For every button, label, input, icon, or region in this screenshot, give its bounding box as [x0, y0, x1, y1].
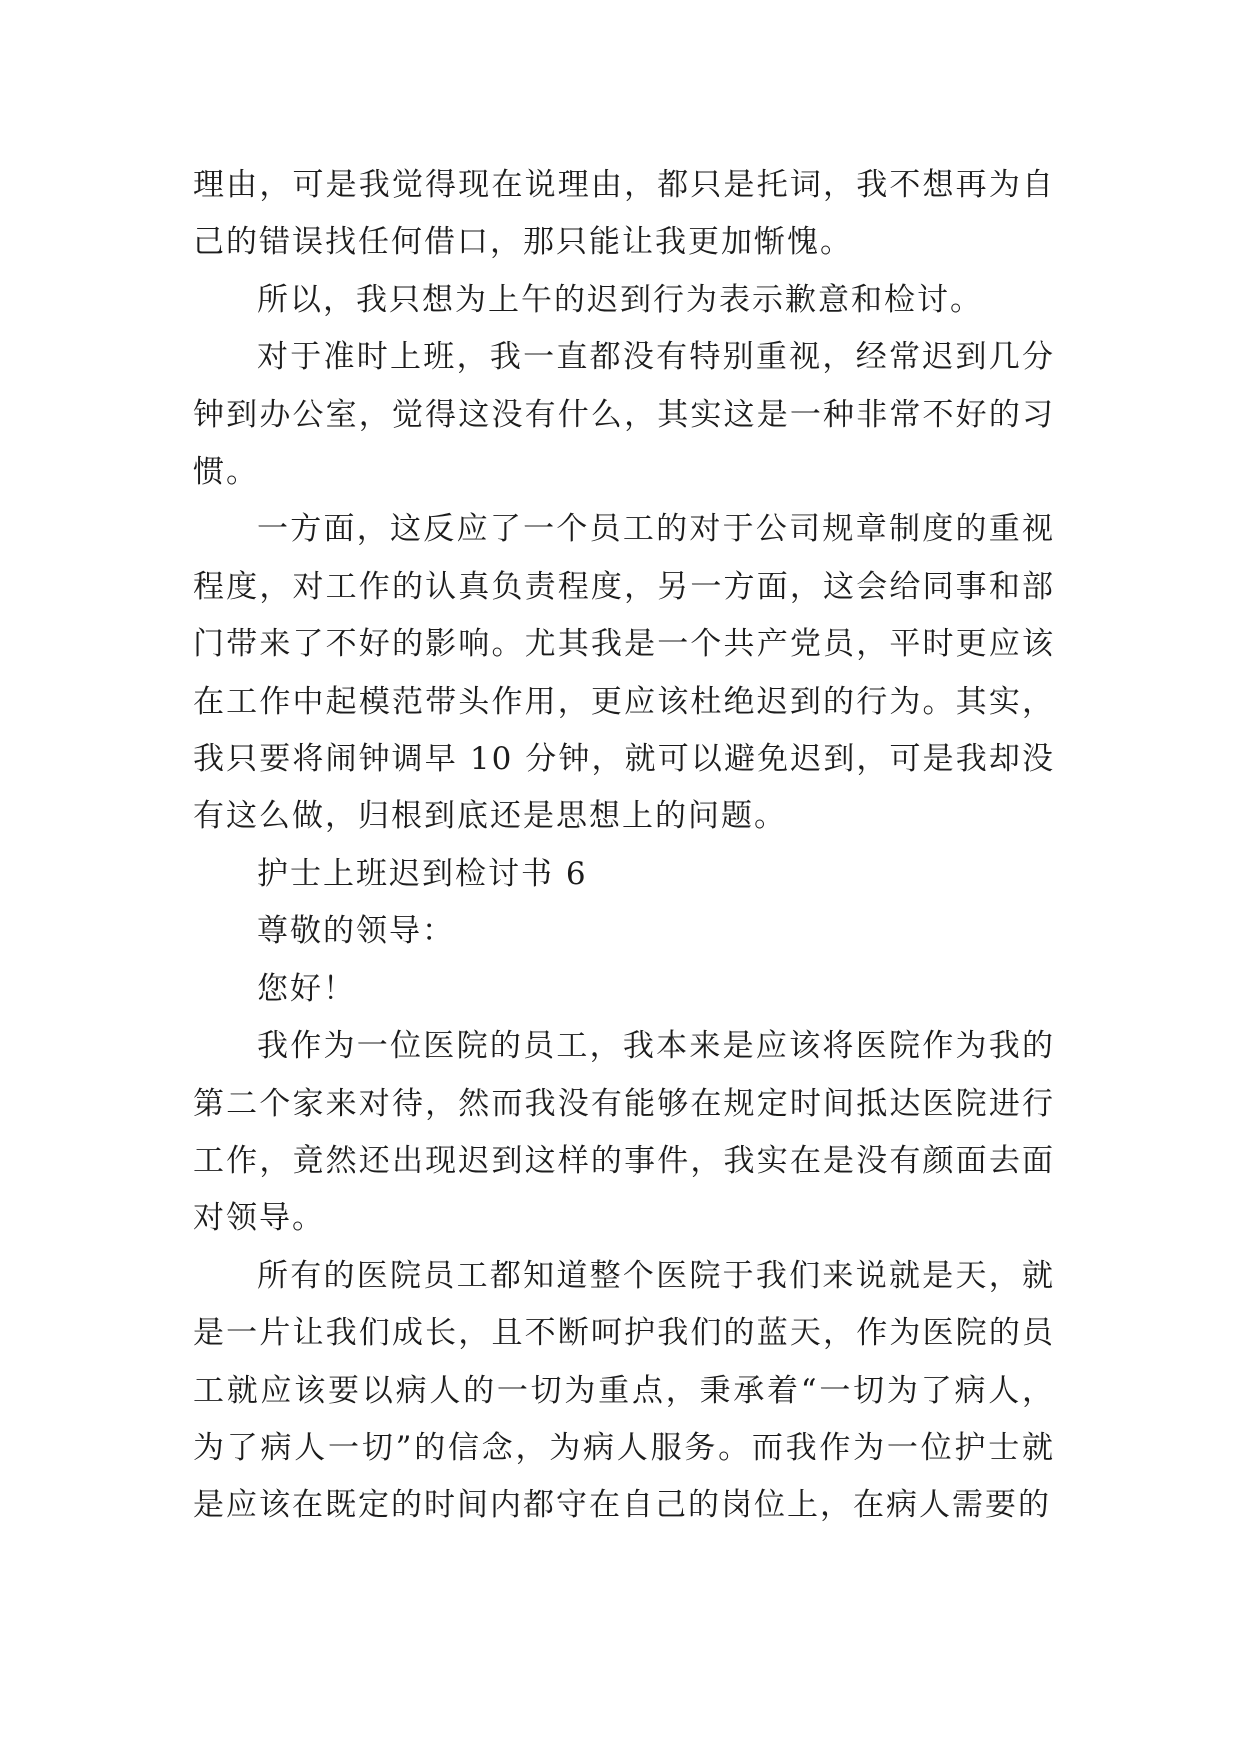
paragraph-4: 一方面，这反应了一个员工的对于公司规章制度的重视程度，对工作的认真负责程度，另一方面，这会给同事和部门带来了不好的影响。尤其我是一个共产党员，平时更应该在工作中起模范带头作用，更应该杜绝迟到的行为。其实，我只要将闹钟调早 10 分钟，就可以避免迟到，可是我却没有这么做，归根到底还是思想上的问题。	[193, 511, 1055, 835]
greeting: 您好！	[257, 970, 356, 1007]
paragraph-3: 对于准时上班，我一直都没有特别重视，经常迟到几分钟到办公室，觉得这没有什么，其实这是一种非常不好的习惯。	[193, 339, 1055, 491]
paragraph-6: 所有的医院员工都知道整个医院于我们来说就是天，就是一片让我们成长，且不断呵护我们的蓝天，作为医院的员工就应该要以病人的一切为重点，秉承着“一切为了病人，为了病人一切”的信念，为病人服务。而我作为一位护士就是应该在既定的时间内都守在自己的岗位上，在病人需要的	[193, 1257, 1055, 1524]
document-body	[193, 157, 1055, 1535]
salutation: 尊敬的领导：	[257, 913, 455, 950]
paragraph-1: 理由，可是我觉得现在说理由，都只是托词，我不想再为自己的错误找任何借口，那只能让我更加惭愧。	[193, 167, 1055, 261]
paragraph-5: 我作为一位医院的员工，我本来是应该将医院作为我的第二个家来对待，然而我没有能够在规定时间抵达医院进行工作，竟然还出现迟到这样的事件，我实在是没有颜面去面对领导。	[193, 1028, 1055, 1237]
paragraph-2: 所以，我只想为上午的迟到行为表示歉意和检讨。	[257, 281, 983, 318]
section-title: 护士上班迟到检讨书 6	[257, 855, 588, 892]
